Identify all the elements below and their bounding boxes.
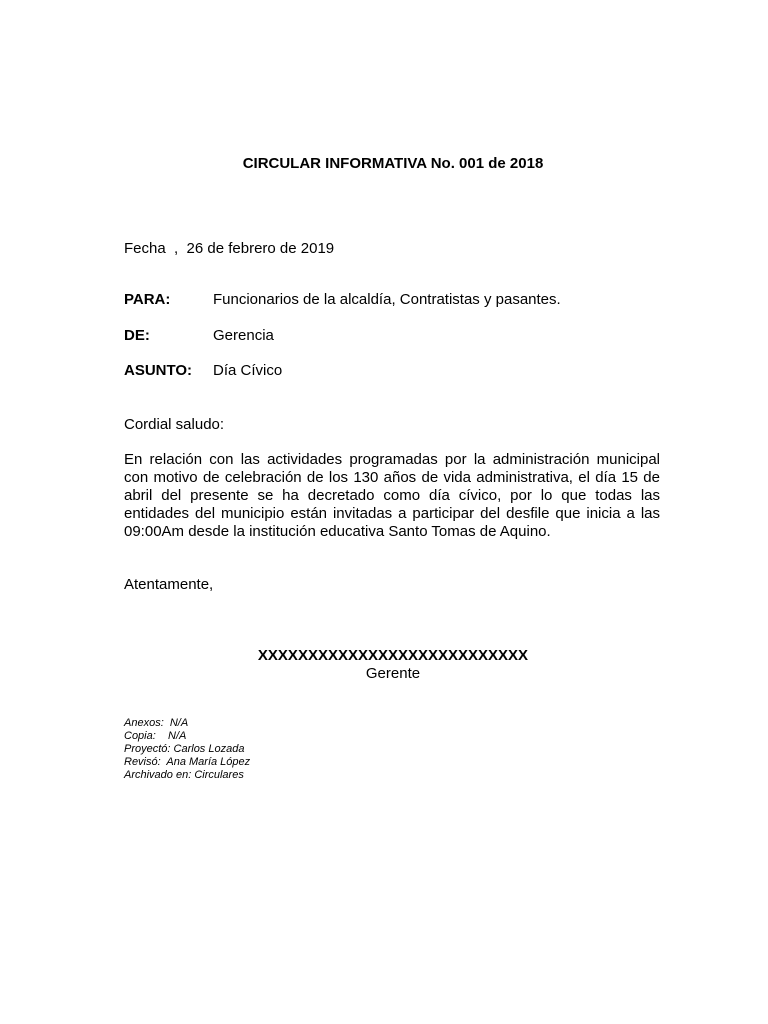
field-asunto-value: Día Cívico xyxy=(213,362,283,379)
greeting: Cordial saludo: xyxy=(124,416,225,433)
signature-role: Gerente xyxy=(365,665,421,682)
document-title: CIRCULAR INFORMATIVA No. 001 de 2018 xyxy=(242,155,544,172)
body-paragraph: En relación con las actividades programadas por la administración municipal con motivo de celebración de los 130 años de vida administrativa, el día 15 de abril del presente se ha decretado como día cívico, por lo que todas las entidades del municipio están invitadas a participar del desfile que inicia a las 09:00Am desde la institución educativa Santo Tomas de Aquino. xyxy=(124,451,660,540)
document-date: Fecha , 26 de febrero de 2019 xyxy=(124,240,335,257)
field-asunto xyxy=(124,362,282,379)
annex-line: Archivado en: Circulares xyxy=(124,769,244,781)
annex-block xyxy=(124,717,250,782)
field-para-value: Funcionarios de la alcaldía, Contratistas y pasantes. xyxy=(213,291,561,308)
closing: Atentamente, xyxy=(124,576,214,593)
field-de xyxy=(124,327,274,344)
field-de-value: Gerencia xyxy=(213,327,274,344)
field-de-label: DE: xyxy=(124,327,150,344)
signature-block xyxy=(0,647,768,683)
signature-name: XXXXXXXXXXXXXXXXXXXXXXXXXXX xyxy=(257,647,529,664)
field-para xyxy=(124,291,561,308)
field-para-label: PARA: xyxy=(124,291,171,308)
annex-line: Revisó: Ana María López xyxy=(124,756,251,768)
annex-line: Proyectó: Carlos Lozada xyxy=(124,743,245,755)
annex-line: Anexos: N/A xyxy=(124,717,189,729)
annex-line: Copia: N/A xyxy=(124,730,187,742)
field-asunto-label: ASUNTO: xyxy=(124,362,193,379)
